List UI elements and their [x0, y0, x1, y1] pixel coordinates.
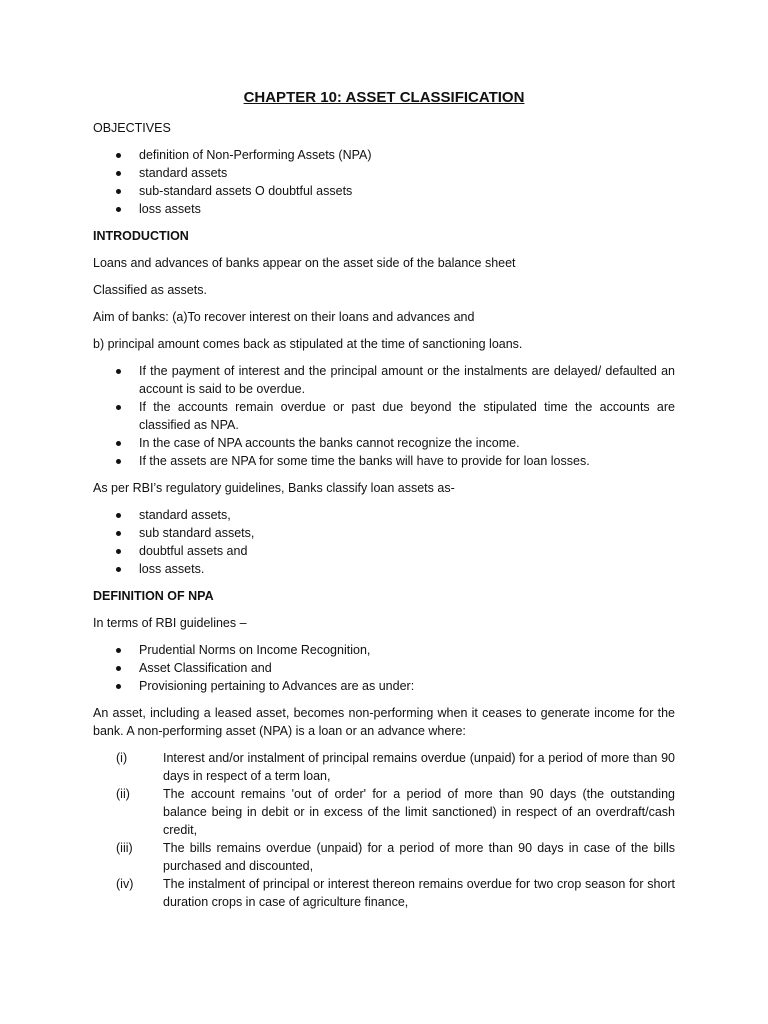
list-item: Prudential Norms on Income Recognition,: [93, 641, 675, 659]
list-item: sub-standard assets O doubtful assets: [93, 182, 675, 200]
rbi-classification-intro: As per RBI’s regulatory guidelines, Banks classify loan assets as-: [93, 481, 455, 495]
intro-paragraph: b) principal amount comes back as stipulated at the time of sanctioning loans.: [93, 337, 523, 351]
rbi-norms-list: [93, 641, 675, 695]
definition-heading: DEFINITION OF NPA: [93, 589, 214, 603]
item-number: (i): [116, 751, 128, 765]
list-item: If the payment of interest and the principal amount or the instalments are delayed/ defaulted an account is said to be overdue.: [93, 362, 675, 398]
list-item: (iv) The instalment of principal or interest thereon remains overdue for two crop season for short duration crops in case of agriculture finance,: [116, 877, 675, 909]
list-item: standard assets,: [93, 506, 675, 524]
bullet-icon: [116, 171, 121, 176]
intro-paragraph: Classified as assets.: [93, 283, 207, 297]
list-item: (ii) The account remains 'out of order' for a period of more than 90 days (the outstanding balance being in debit or in excess of the limit sanctioned) in respect of an overdraft/cash credit,: [116, 787, 675, 837]
bullet-icon: [116, 567, 121, 572]
bullet-icon: [116, 513, 121, 518]
bullet-icon: [116, 531, 121, 536]
list-item: definition of Non-Performing Assets (NPA): [93, 146, 675, 164]
definition-intro: In terms of RBI guidelines –: [93, 616, 247, 630]
bullet-icon: [116, 207, 121, 212]
item-number: (iii): [116, 841, 133, 855]
bullet-icon: [116, 549, 121, 554]
item-number: (ii): [116, 787, 130, 801]
intro-paragraph: Aim of banks: (a)To recover interest on their loans and advances and: [93, 310, 475, 324]
list-item: (i) Interest and/or instalment of principal remains overdue (unpaid) for a period of more than 90 days in respect of a term loan,: [116, 751, 675, 783]
intro-paragraph: Loans and advances of banks appear on the asset side of the balance sheet: [93, 256, 516, 270]
list-item: standard assets: [93, 164, 675, 182]
bullet-icon: [116, 189, 121, 194]
asset-classes-list: [93, 506, 675, 578]
list-item: In the case of NPA accounts the banks cannot recognize the income.: [93, 434, 675, 452]
introduction-heading: INTRODUCTION: [93, 229, 189, 243]
bullet-icon: [116, 459, 121, 464]
bullet-icon: [116, 684, 121, 689]
chapter-title: CHAPTER 10: ASSET CLASSIFICATION: [243, 89, 525, 106]
list-item: Provisioning pertaining to Advances are as under:: [93, 677, 675, 695]
list-item: (iii) The bills remains overdue (unpaid) for a period of more than 90 days in case of the bills purchased and discounted,: [116, 841, 675, 873]
npa-definition-paragraph: An asset, including a leased asset, becomes non-performing when it ceases to generate income for the bank. A non-performing asset (NPA) is a loan or an advance where:: [93, 706, 675, 738]
objectives-heading: OBJECTIVES: [93, 121, 171, 135]
bullet-icon: [116, 648, 121, 653]
item-number: (iv): [116, 877, 134, 891]
list-item: If the assets are NPA for some time the banks will have to provide for loan losses.: [93, 452, 675, 470]
bullet-icon: [116, 153, 121, 158]
document-content: [93, 88, 675, 911]
npa-facts-list: [93, 362, 675, 470]
list-item: loss assets.: [93, 560, 675, 578]
objectives-list: [93, 146, 675, 218]
list-item: doubtful assets and: [93, 542, 675, 560]
list-item: loss assets: [93, 200, 675, 218]
list-item: sub standard assets,: [93, 524, 675, 542]
bullet-icon: [116, 369, 121, 374]
bullet-icon: [116, 405, 121, 410]
bullet-icon: [116, 666, 121, 671]
list-item: If the accounts remain overdue or past due beyond the stipulated time the accounts are classified as NPA.: [93, 398, 675, 434]
npa-conditions-list: [93, 749, 675, 911]
list-item: Asset Classification and: [93, 659, 675, 677]
bullet-icon: [116, 441, 121, 446]
